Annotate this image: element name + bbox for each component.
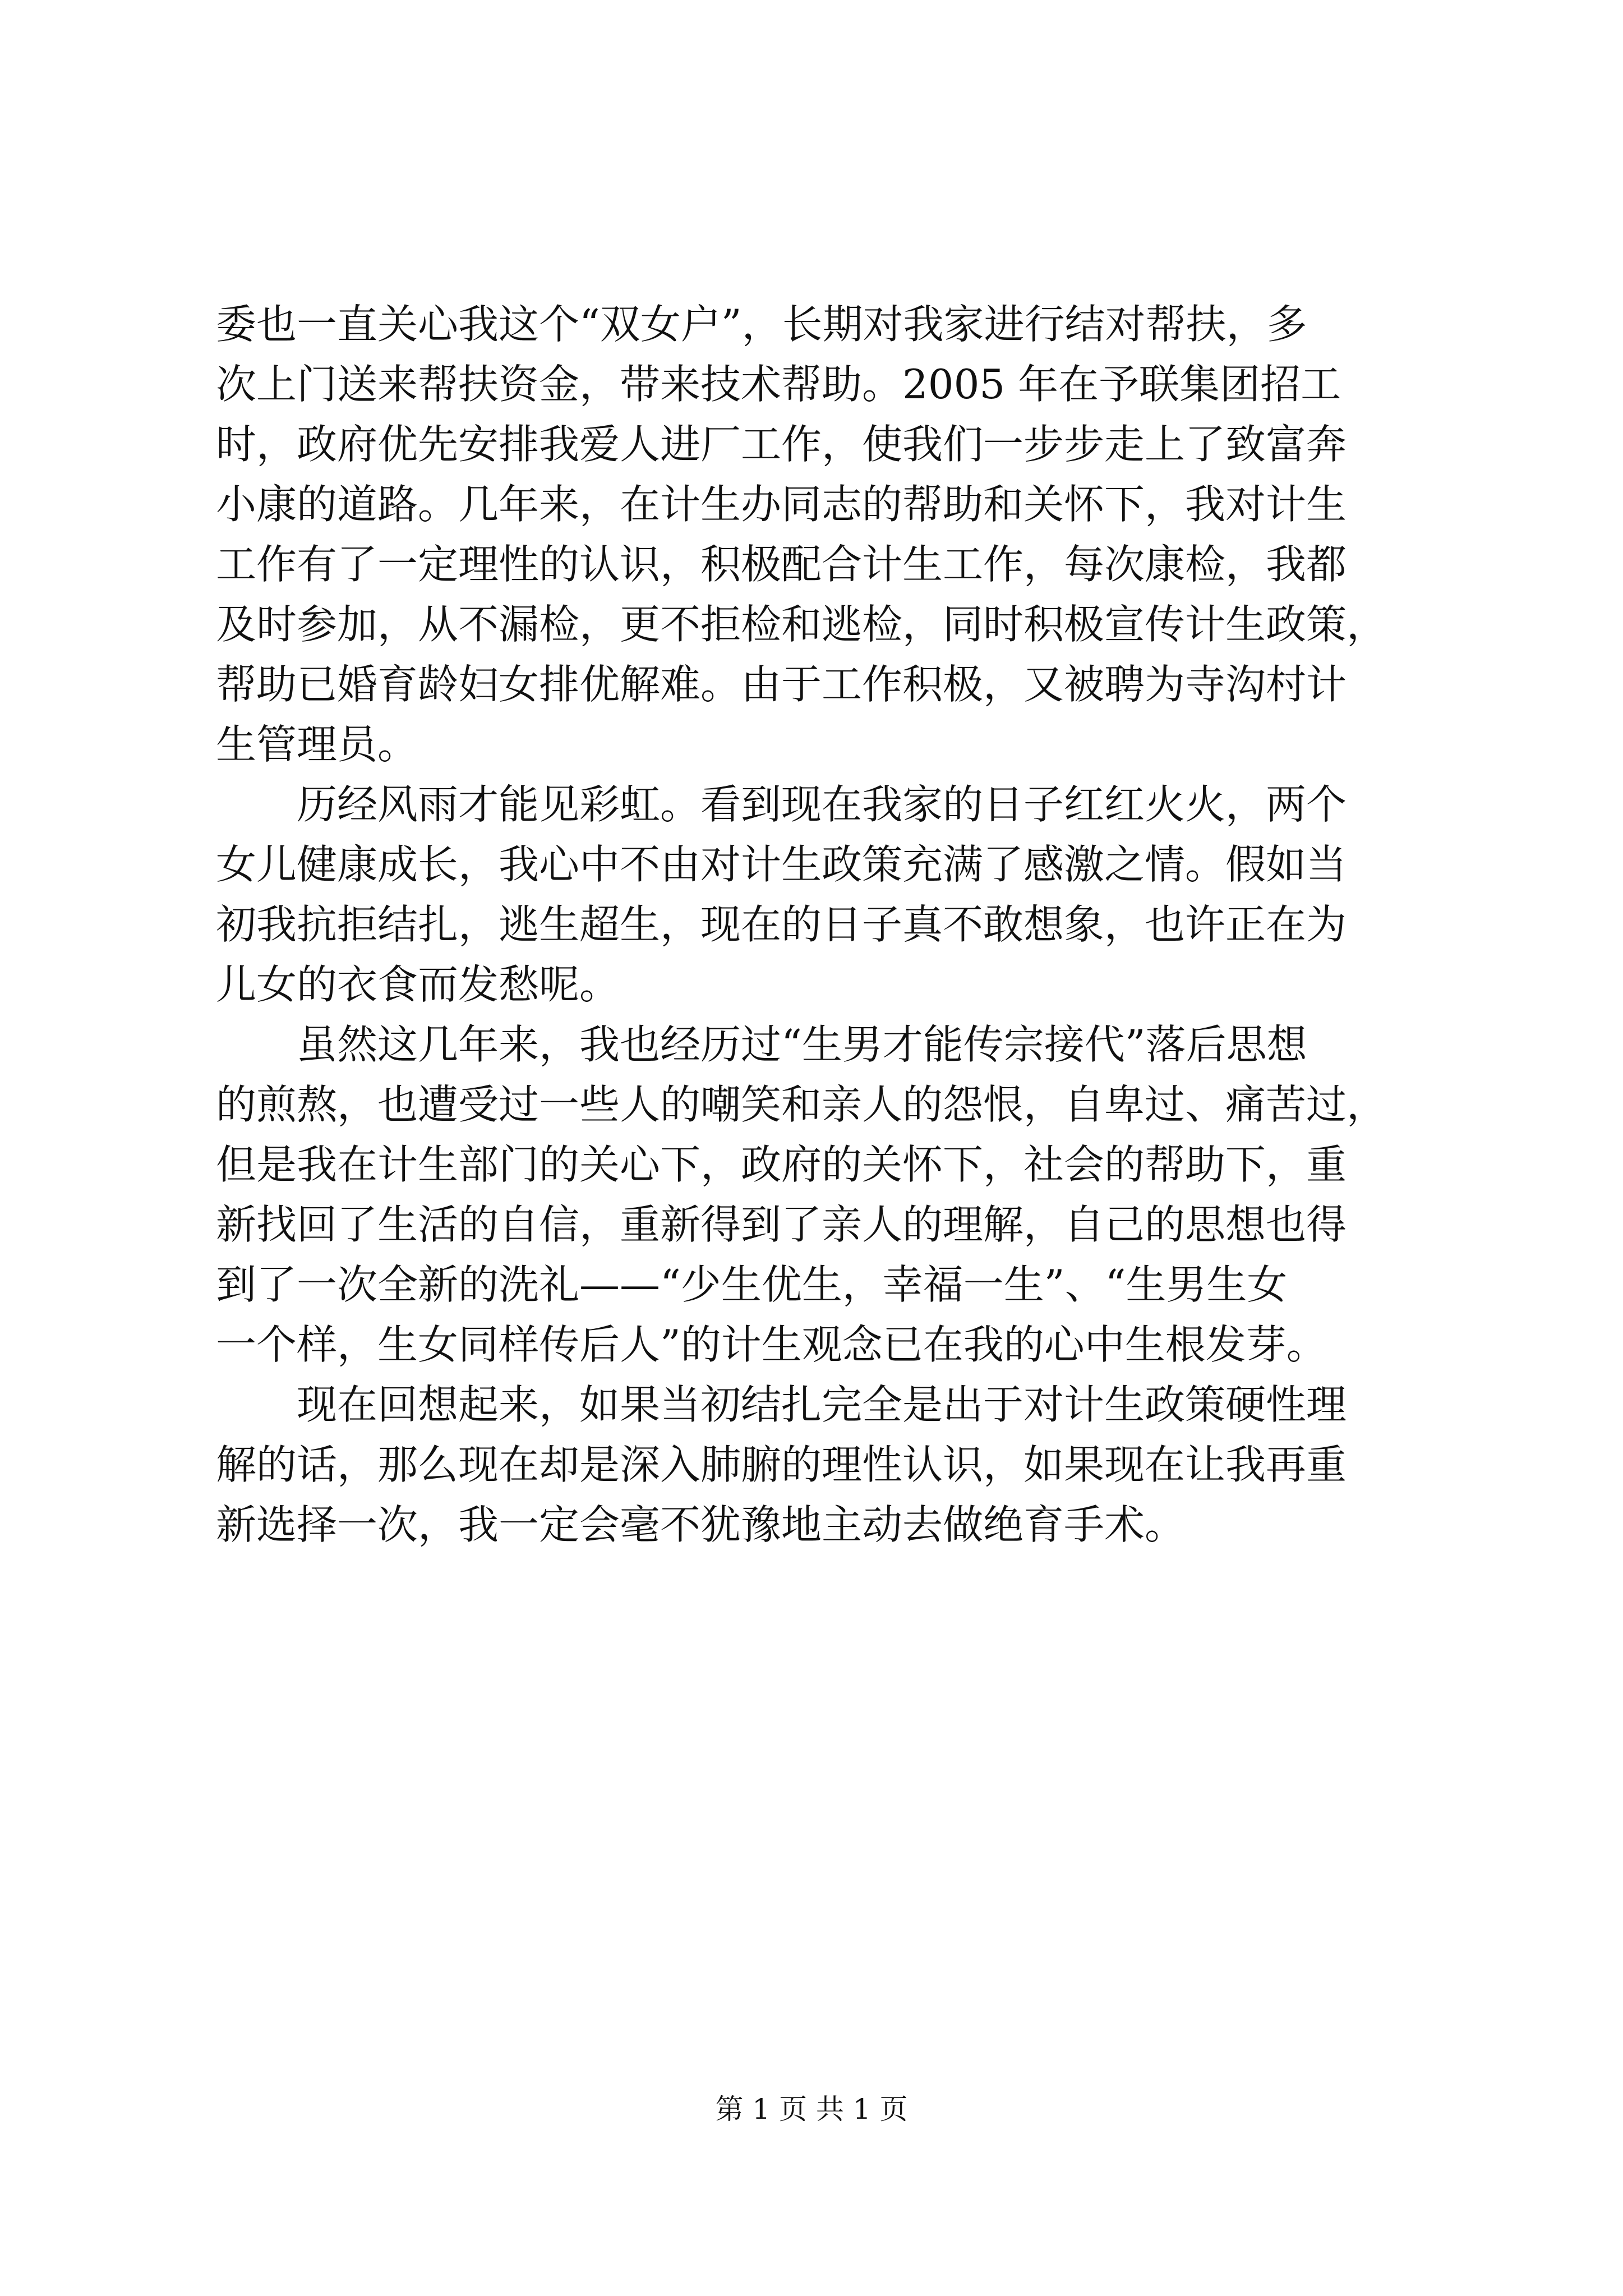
text-line: 生管理员。 bbox=[216, 721, 418, 768]
text-line: 新选择一次，我一定会毫不犹豫地主动去做绝育手术。 bbox=[216, 1501, 1186, 1548]
text-line: 但是我在计生部门的关心下，政府的关怀下，社会的帮助下，重 bbox=[216, 1141, 1347, 1188]
paragraph bbox=[216, 1375, 1427, 1555]
text-line: 委也一直关心我这个“双女户”，长期对我家进行结对帮扶，多 bbox=[216, 301, 1307, 348]
text-line: 到了一次全新的洗礼——“少生优生，幸福一生”、“生男生女 bbox=[216, 1261, 1288, 1308]
text-line: 次上门送来帮扶资金，带来技术帮助。2005 年在予联集团招工 bbox=[216, 361, 1341, 408]
text-line: 现在回想起来，如果当初结扎完全是出于对计生政策硬性理 bbox=[216, 1381, 1347, 1428]
text-line: 女儿健康成长，我心中不由对计生政策充满了感激之情。假如当 bbox=[216, 841, 1347, 888]
text-line: 解的话，那么现在却是深入肺腑的理性认识，如果现在让我再重 bbox=[216, 1441, 1347, 1488]
text-line: 虽然这几年来，我也经历过“生男才能传宗接代”落后思想 bbox=[216, 1021, 1307, 1068]
text-line: 新找回了生活的自信，重新得到了亲人的理解，自己的思想也得 bbox=[216, 1201, 1347, 1248]
text-line: 儿女的衣食而发愁呢。 bbox=[216, 961, 620, 1008]
text-line: 及时参加，从不漏检，更不拒检和逃检，同时积极宣传计生政策， bbox=[216, 601, 1387, 648]
text-line: 帮助已婚育龄妇女排优解难。由于工作积极，又被聘为寺沟村计 bbox=[216, 661, 1347, 708]
text-line: 历经风雨才能见彩虹。看到现在我家的日子红红火火，两个 bbox=[216, 781, 1347, 828]
paragraph bbox=[216, 295, 1427, 775]
page-number-footer: 第 1 页 共 1 页 bbox=[715, 2093, 908, 2125]
body-text bbox=[216, 295, 1427, 1555]
text-line: 工作有了一定理性的认识，积极配合计生工作，每次康检，我都 bbox=[216, 541, 1347, 588]
paragraph bbox=[216, 775, 1427, 1015]
text-line: 的煎熬，也遭受过一些人的嘲笑和亲人的怨恨，自卑过、痛苦过， bbox=[216, 1081, 1387, 1128]
paragraph bbox=[216, 1015, 1427, 1375]
text-line: 小康的道路。几年来，在计生办同志的帮助和关怀下，我对计生 bbox=[216, 481, 1347, 528]
text-line: 时，政府优先安排我爱人进厂工作，使我们一步步走上了致富奔 bbox=[216, 421, 1347, 468]
text-line: 一个样，生女同样传后人”的计生观念已在我的心中生根发芽。 bbox=[216, 1321, 1327, 1368]
text-line: 初我抗拒结扎，逃生超生，现在的日子真不敢想象，也许正在为 bbox=[216, 901, 1347, 948]
